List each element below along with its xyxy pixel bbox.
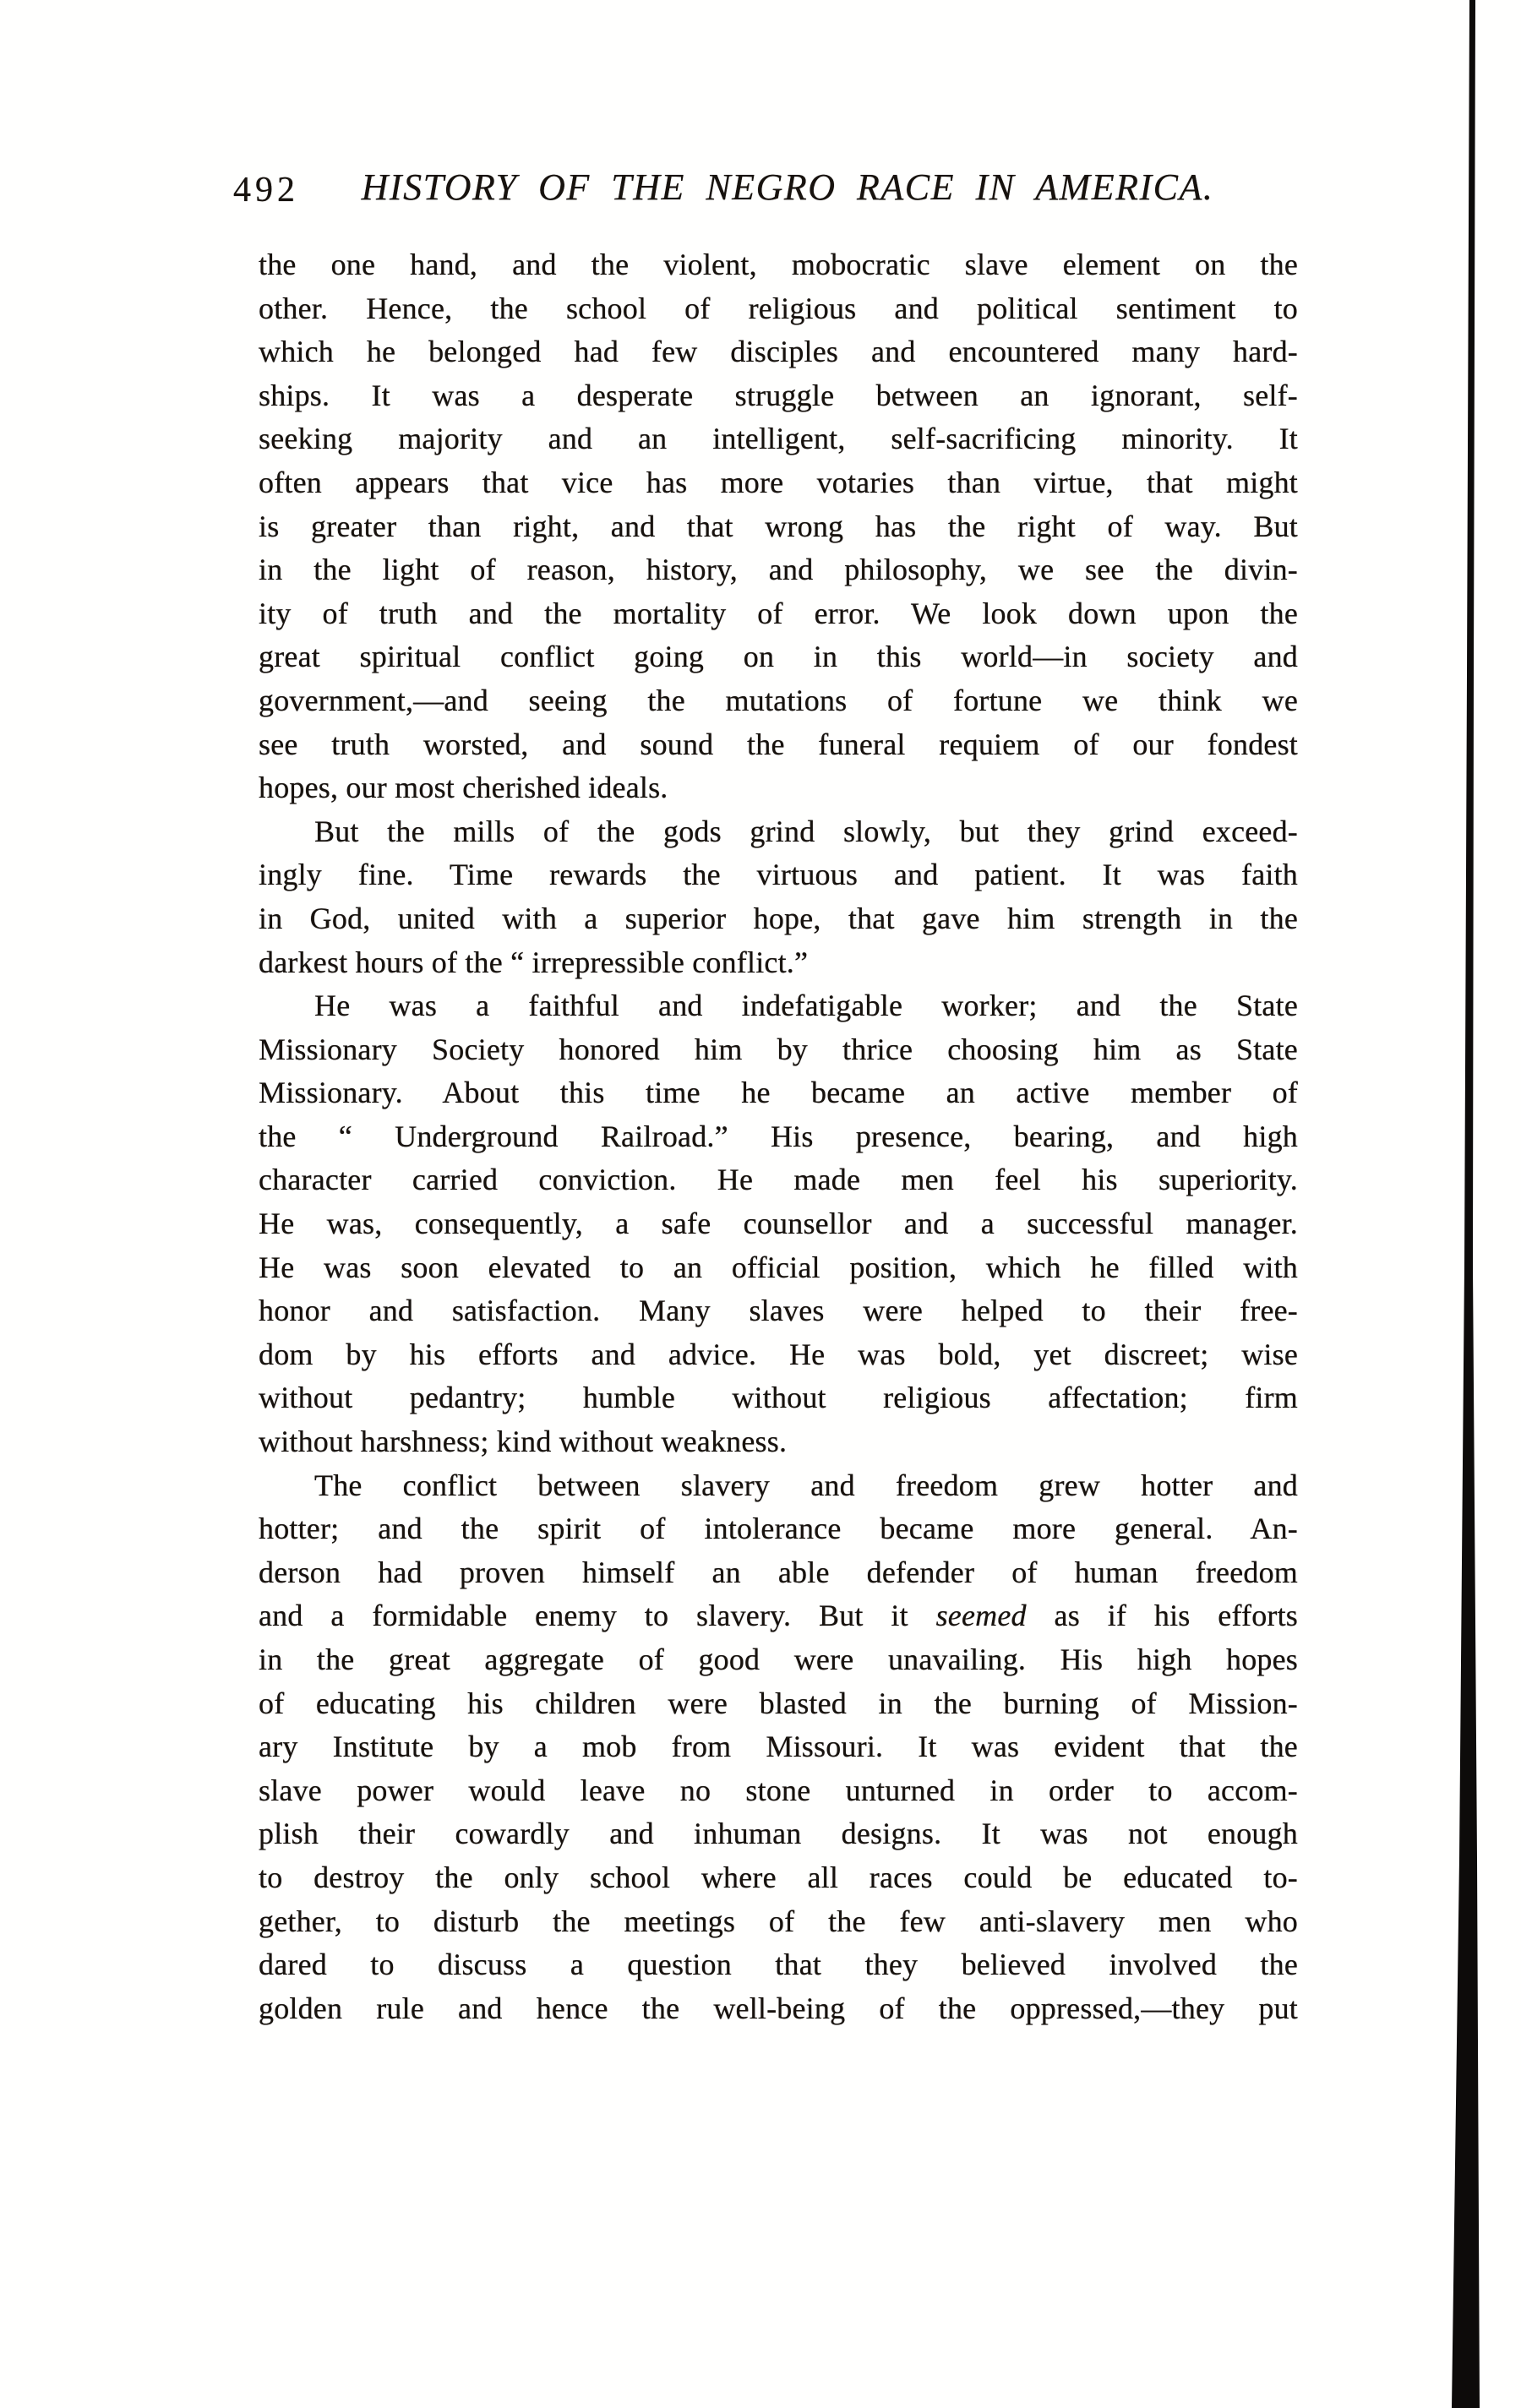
paragraph-2 (259, 810, 1298, 984)
text-line: Missionary. About this time he became an active member of (259, 1076, 1298, 1110)
text-line: gether, to disturb the meetings of the few anti-slavery men who (259, 1904, 1298, 1938)
text-line: He was a faithful and indefatigable worker; and the State (314, 989, 1298, 1023)
text-line: without pedantry; humble without religious affectation; firm (259, 1381, 1298, 1415)
text-line: of educating his children were blasted in the burning of Mission- (259, 1686, 1298, 1720)
text-line: He was, consequently, a safe counsellor and a successful manager. (259, 1207, 1298, 1241)
text-line: see truth worsted, and sound the funeral requiem of our fondest (259, 727, 1298, 761)
text-segment: and a formidable enemy to slavery. But it (259, 1599, 936, 1633)
text-line: golden rule and hence the well-being of the oppressed,—they put (259, 1991, 1298, 2025)
text-line: derson had proven himself an able defender of human freedom (259, 1555, 1298, 1589)
text-line: is greater than right, and that wrong has the right of way. But (259, 509, 1298, 543)
text-line: character carried conviction. He made men feel his superiority. (259, 1163, 1298, 1197)
text-line: which he belonged had few disciples and encountered many hard- (259, 335, 1298, 369)
text-line: in the light of reason, history, and philosophy, we see the divin- (259, 553, 1298, 587)
text-line: dom by his efforts and advice. He was bold, yet discreet; wise (259, 1337, 1298, 1371)
text-line: without harshness; kind without weakness. (259, 1425, 788, 1459)
text-line: But the mills of the gods grind slowly, but they grind exceed- (314, 814, 1298, 848)
text-line-with-emphasis (259, 1594, 1298, 1638)
running-head-title: HISTORY OF THE NEGRO RACE IN AMERICA. (361, 166, 1214, 208)
text-line: honor and satisfaction. Many slaves were helped to their free- (259, 1294, 1298, 1328)
text-line: ships. It was a desperate struggle between an ignorant, self- (259, 378, 1298, 412)
page-body (259, 243, 1298, 2030)
running-head (233, 164, 1295, 211)
text-line: The conflict between slavery and freedom grew hotter and (314, 1468, 1298, 1502)
text-line: ingly fine. Time rewards the virtuous and patient. It was faith (259, 858, 1298, 892)
page-number: 492 (233, 171, 299, 210)
text-line: other. Hence, the school of religious and political sentiment to (259, 291, 1298, 325)
text-line: dared to discuss a question that they believed involved the (259, 1948, 1298, 1982)
text-segment: as if his efforts (1026, 1599, 1298, 1633)
text-line: to destroy the only school where all races could be educated to- (259, 1860, 1298, 1894)
text-line: government,—and seeing the mutations of fortune we think we (259, 683, 1298, 717)
text-line: He was soon elevated to an official position, which he filled with (259, 1250, 1298, 1284)
paragraph-3 (259, 984, 1298, 1464)
text-line: hotter; and the spirit of intolerance became more general. An- (259, 1512, 1298, 1546)
text-line: ity of truth and the mortality of error. We look down upon the (259, 596, 1298, 630)
text-line: in God, united with a superior hope, that gave him strength in the (259, 901, 1298, 935)
text-line: often appears that vice has more votaries than virtue, that might (259, 465, 1298, 499)
text-line: the “ Underground Railroad.” His presence, bearing, and high (259, 1119, 1298, 1153)
text-line: hopes, our most cherished ideals. (259, 771, 668, 805)
paragraph-4 (259, 1464, 1298, 2031)
text-line: seeking majority and an intelligent, self-sacrificing minority. It (259, 422, 1298, 456)
text-line: slave power would leave no stone unturned in order to accom- (259, 1773, 1298, 1807)
text-line: ary Institute by a mob from Missouri. It was evident that the (259, 1730, 1298, 1764)
text-line: the one hand, and the violent, mobocratic slave element on the (259, 248, 1298, 281)
text-line: great spiritual conflict going on in this world—in society and (259, 640, 1298, 674)
text-line: in the great aggregate of good were unavailing. His high hopes (259, 1643, 1298, 1676)
text-line: darkest hours of the “ irrepressible conflict.” (259, 945, 809, 979)
text-line: Missionary Society honored him by thrice choosing him as State (259, 1032, 1298, 1066)
paragraph-1 (259, 243, 1298, 810)
emphasized-word: seemed (935, 1599, 1027, 1633)
text-line: plish their cowardly and inhuman designs. It was not enough (259, 1817, 1298, 1851)
